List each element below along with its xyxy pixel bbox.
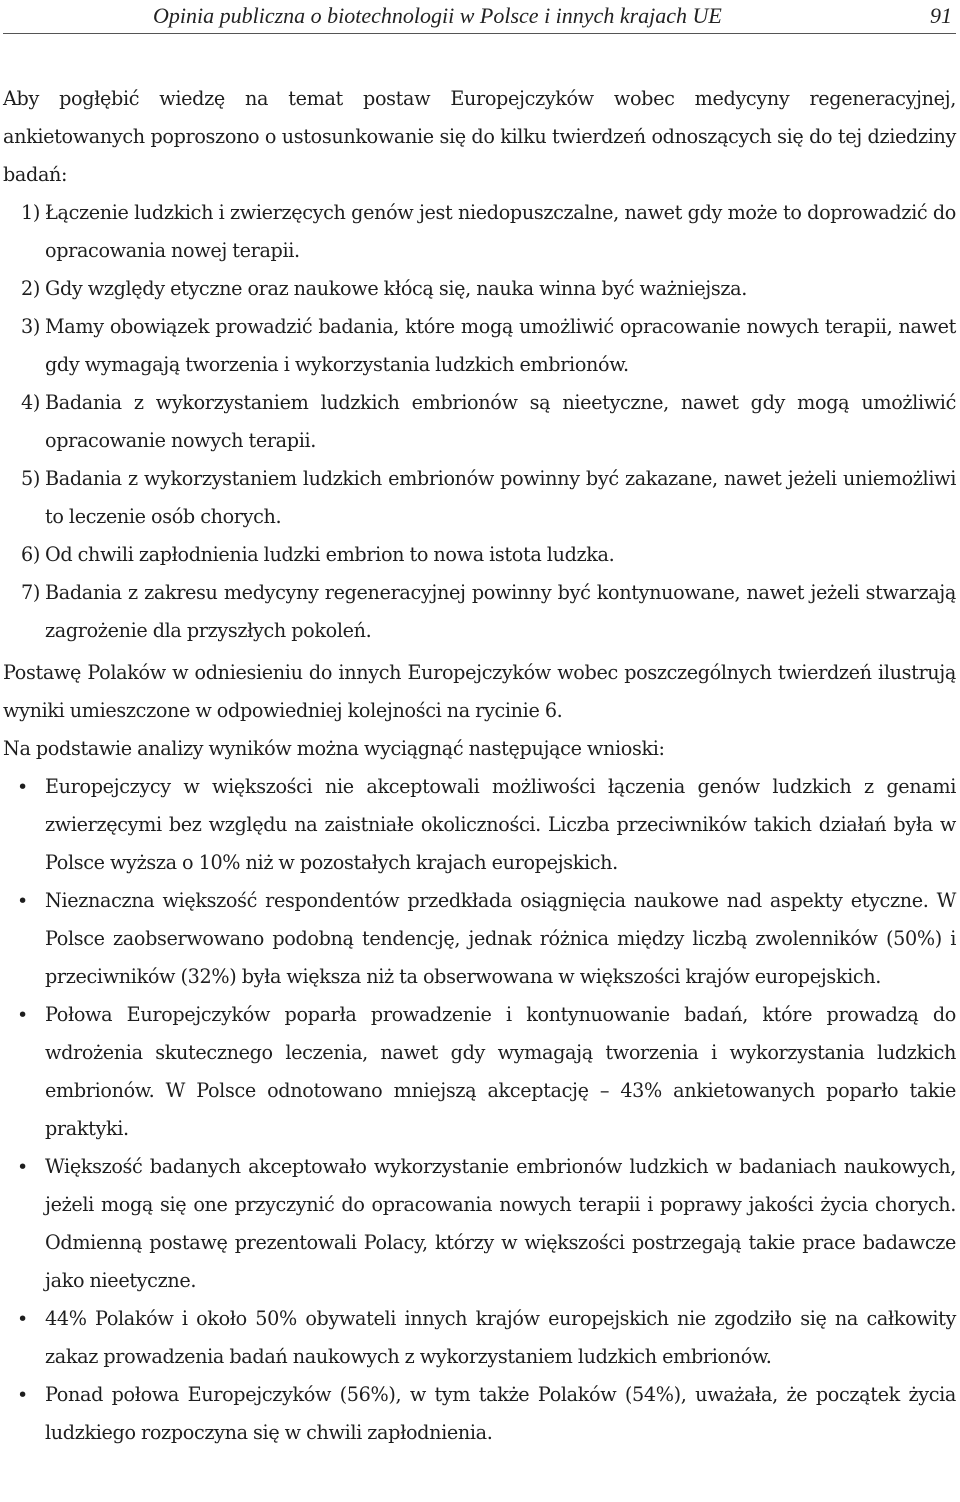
conclusion-text: 44% Polaków i około 50% obywateli innych krajów europejskich nie zgodziło się na całkowity zakaz prowadzenia badań naukowych z wykorzystaniem ludzkich embrionów. bbox=[45, 1307, 956, 1368]
statement-text: Gdy względy etyczne oraz naukowe kłócą się, nauka winna być ważniejsza. bbox=[45, 277, 747, 300]
statement-index: 3) bbox=[21, 315, 40, 338]
bullet-icon: • bbox=[17, 890, 28, 912]
running-header-title: Opinia publiczna o biotechnologii w Polsce i innych krajach UE bbox=[153, 3, 722, 28]
statement-text: Od chwili zapłodnienia ludzki embrion to nowa istota ludzka. bbox=[45, 543, 615, 566]
intro-paragraph: Aby pogłębić wiedzę na temat postaw Europejczyków wobec medycyny regeneracyjnej, ankietowanych poproszono o ustosunkowanie się do kilku twierdzeń odnoszących się do tej dziedziny badań: bbox=[3, 87, 956, 186]
statement-text: Badania z zakresu medycyny regeneracyjnej powinny być kontynuowane, nawet jeżeli stwarzają zagrożenie dla przyszłych pokoleń. bbox=[45, 581, 956, 642]
results-paragraph: Postawę Polaków w odniesieniu do innych Europejczyków wobec poszczególnych twierdzeń ilustrują wyniki umieszczone w odpowiedniej kolejności na rycinie 6. bbox=[3, 661, 956, 722]
conclusion-text: Nieznaczna większość respondentów przedkłada osiągnięcia naukowe nad aspekty etyczne. W Polsce zaobserwowano podobną tendencję, jednak różnica między liczbą zwolenników (50%) i przeciwników (32%) była większa niż ta obserwowana w większości krajów europejskich. bbox=[45, 889, 956, 988]
conclusion-item bbox=[17, 1300, 956, 1376]
conclusion-text: Europejczycy w większości nie akceptowali możliwości łączenia genów ludzkich z genami zwierzęcymi bez względu na zaistniałe okoliczności. Liczba przeciwników takich działań była w Polsce wyższa o 10% niż w pozostałych krajach europejskich. bbox=[45, 775, 956, 874]
statement-text: Łączenie ludzkich i zwierzęcych genów jest niedopuszczalne, nawet gdy może to doprowadzić do opracowania nowej terapii. bbox=[45, 201, 956, 262]
bullet-icon: • bbox=[17, 1004, 28, 1026]
statement-item bbox=[21, 270, 956, 308]
statement-item bbox=[21, 574, 956, 650]
statement-item bbox=[21, 308, 956, 384]
bullet-icon: • bbox=[17, 1384, 28, 1406]
statement-text: Badania z wykorzystaniem ludzkich embrionów są nieetyczne, nawet gdy mogą umożliwić opracowanie nowych terapii. bbox=[45, 391, 956, 452]
statement-item bbox=[21, 384, 956, 460]
statement-item bbox=[21, 460, 956, 536]
bullet-icon: • bbox=[17, 1156, 28, 1178]
statement-index: 4) bbox=[21, 391, 40, 414]
conclusions-list bbox=[3, 768, 956, 1452]
conclusions-lead-paragraph: Na podstawie analizy wyników można wyciągnąć następujące wnioski: bbox=[3, 737, 665, 760]
statements-list bbox=[3, 194, 956, 650]
statement-index: 5) bbox=[21, 467, 40, 490]
conclusion-item bbox=[17, 996, 956, 1148]
statement-index: 2) bbox=[21, 277, 40, 300]
conclusion-item bbox=[17, 882, 956, 996]
conclusion-text: Połowa Europejczyków poparła prowadzenie i kontynuowanie badań, które prowadzą do wdrożenia skutecznego leczenia, nawet gdy wymagają tworzenia i wykorzystania ludzkich embrionów. W Polsce odnotowano mniejszą akceptację – 43% ankietowanych poparło takie praktyki. bbox=[45, 1003, 956, 1140]
statement-index: 7) bbox=[21, 581, 40, 604]
statement-text: Mamy obowiązek prowadzić badania, które mogą umożliwić opracowanie nowych terapii, nawet gdy wymagają tworzenia i wykorzystania ludzkich embrionów. bbox=[45, 315, 956, 376]
body-text bbox=[3, 80, 956, 1452]
conclusion-item bbox=[17, 768, 956, 882]
bullet-icon: • bbox=[17, 776, 28, 798]
statement-index: 1) bbox=[21, 201, 40, 224]
page-number: 91 bbox=[930, 3, 952, 28]
conclusion-text: Większość badanych akceptowało wykorzystanie embrionów ludzkich w badaniach naukowych, jeżeli mogą się one przyczynić do opracowania nowych terapii i poprawy jakości życia chorych. Odmienną postawę prezentowali Polacy, którzy w większości postrzegają takie prace badawcze jako nieetyczne. bbox=[45, 1155, 956, 1292]
statement-item bbox=[21, 536, 956, 574]
conclusion-item bbox=[17, 1148, 956, 1300]
statement-index: 6) bbox=[21, 543, 40, 566]
statement-item bbox=[21, 194, 956, 270]
statement-text: Badania z wykorzystaniem ludzkich embrionów powinny być zakazane, nawet jeżeli uniemożliwi to leczenie osób chorych. bbox=[45, 467, 956, 528]
bullet-icon: • bbox=[17, 1308, 28, 1330]
conclusion-text: Ponad połowa Europejczyków (56%), w tym także Polaków (54%), uważała, że początek życia ludzkiego rozpoczyna się w chwili zapłodnienia. bbox=[45, 1383, 956, 1444]
running-header bbox=[3, 0, 956, 34]
conclusion-item bbox=[17, 1376, 956, 1452]
